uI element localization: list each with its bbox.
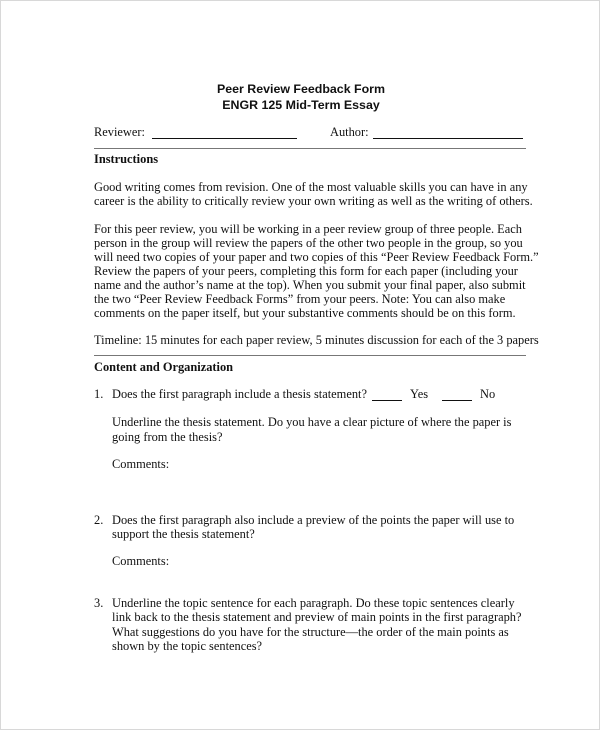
para-line: will need two copies of your paper and two copies of this “Peer Review Feedback Form.”: [94, 250, 539, 264]
q3-number: 3.: [94, 596, 104, 610]
q3-line: link back to the thesis statement and preview of main points in the first paragraph?: [112, 610, 522, 624]
form-title: Peer Review Feedback Form: [216, 82, 386, 96]
para-line: person in the group will review the papers of the other two people in the group, so you: [94, 236, 523, 250]
divider: [94, 148, 526, 149]
para-line: Good writing comes from revision. One of the most valuable skills you can have in any: [94, 180, 528, 194]
para-line: the two “Peer Review Feedback Forms” from your peers. Note: You can also make: [94, 292, 506, 306]
para-line: For this peer review, you will be working in a peer review group of three people. Each: [94, 222, 522, 236]
q2-number: 2.: [94, 513, 104, 527]
q1-no-label: No: [480, 387, 496, 401]
reviewer-label: Reviewer:: [94, 125, 145, 139]
q1-followup-line: going from the thesis?: [112, 430, 223, 444]
para-line: Review the papers of your peers, completing this form for each paper (including your: [94, 264, 518, 278]
form-subtitle: ENGR 125 Mid-Term Essay: [222, 98, 380, 112]
author-field[interactable]: [373, 138, 523, 139]
para-line: name and the author’s name at the top). When you submit your final paper, also submit: [94, 278, 526, 292]
q2-line: support the thesis statement?: [112, 527, 255, 541]
q3-line: What suggestions do you have for the structure—the order of the main points as: [112, 625, 509, 639]
q1-followup-line: Underline the thesis statement. Do you have a clear picture of where the paper is: [112, 415, 512, 429]
instructions-heading: Instructions: [94, 152, 159, 166]
q1-question: Does the first paragraph include a thesis statement?: [112, 387, 367, 401]
para-line: comments on the paper itself, but your substantive comments should be on this form.: [94, 306, 516, 320]
q1-yes-label: Yes: [410, 387, 429, 401]
q2-line: Does the first paragraph also include a preview of the points the paper will use to: [112, 513, 515, 527]
author-label: Author:: [330, 125, 369, 139]
q2-comments-label: Comments:: [112, 554, 170, 568]
q1-comments-label: Comments:: [112, 457, 170, 471]
divider: [94, 355, 526, 356]
q3-line: shown by the topic sentences?: [112, 639, 263, 653]
para-line: career is the ability to critically review your own writing as well as the writing of others.: [94, 194, 533, 208]
q3-line: Underline the topic sentence for each paragraph. Do these topic sentences clearly: [112, 596, 515, 610]
content-heading: Content and Organization: [94, 360, 234, 374]
q1-yes-blank[interactable]: [372, 400, 402, 401]
q1-no-blank[interactable]: [442, 400, 472, 401]
reviewer-field[interactable]: [152, 138, 297, 139]
q1-number: 1.: [94, 387, 104, 401]
timeline-text: Timeline: 15 minutes for each paper review, 5 minutes discussion for each of the 3 papers: [94, 333, 539, 347]
